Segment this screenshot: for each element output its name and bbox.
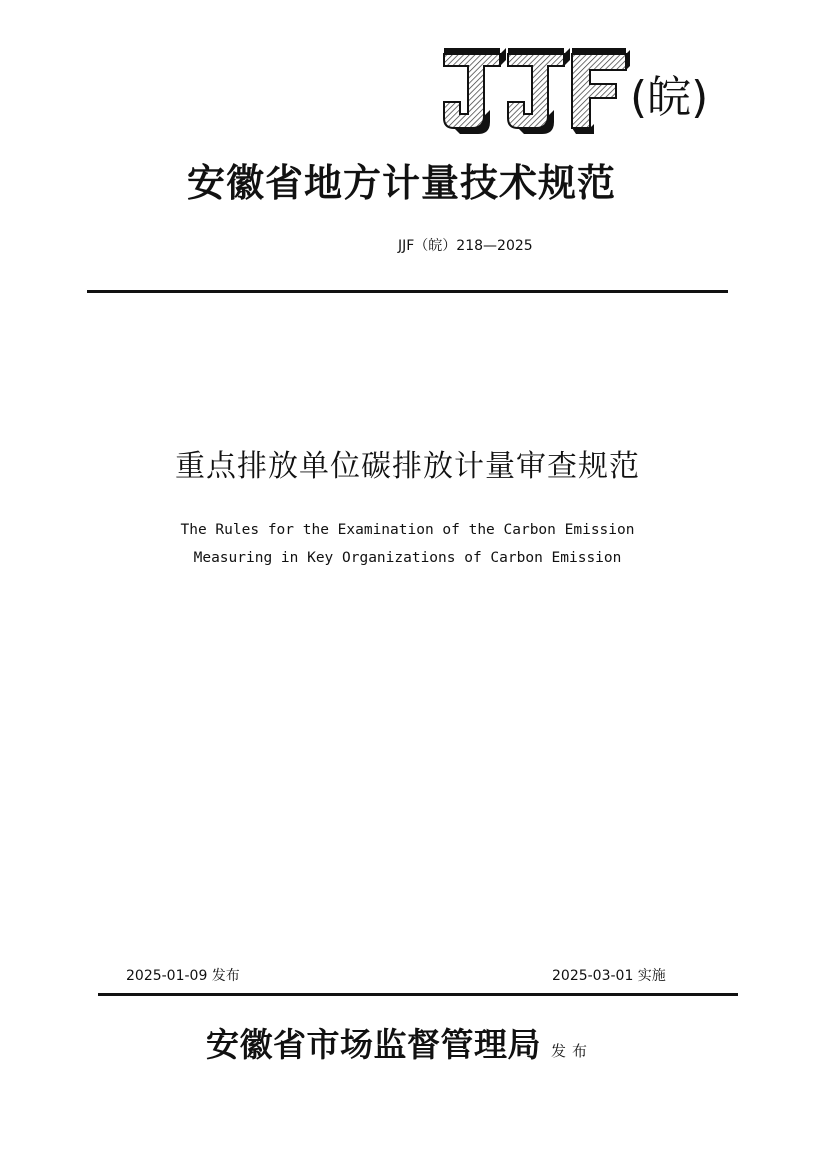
top-divider	[87, 290, 728, 293]
document-title-chinese: 重点排放单位碳排放计量审查规范	[175, 449, 640, 484]
publisher-action: 发布	[551, 1042, 594, 1060]
standard-category-text: 安徽省地方计量技术规范	[186, 160, 616, 205]
publisher	[206, 1022, 593, 1074]
logo-letter-f	[572, 48, 630, 134]
standard-number: JJF（皖）218—2025	[398, 238, 533, 254]
bottom-divider	[98, 993, 738, 996]
jjf-letters-graphic	[440, 44, 630, 140]
issue-date: 2025-01-09 发布	[126, 968, 240, 984]
publisher-name: 安徽省市场监督管理局	[206, 1025, 541, 1064]
standard-category	[0, 158, 815, 208]
logo-letter-j1	[444, 48, 506, 134]
effective-date: 2025-03-01 实施	[552, 968, 666, 984]
logo-letter-j2	[508, 48, 570, 134]
english-title-line-2: Measuring in Key Organizations of Carbon Emission	[193, 550, 622, 566]
logo-region-label: (皖)	[630, 72, 709, 123]
jjf-logo	[440, 44, 740, 140]
document-title-english	[0, 516, 815, 572]
english-title-line-1: The Rules for the Examination of the Carbon Emission	[180, 522, 635, 538]
